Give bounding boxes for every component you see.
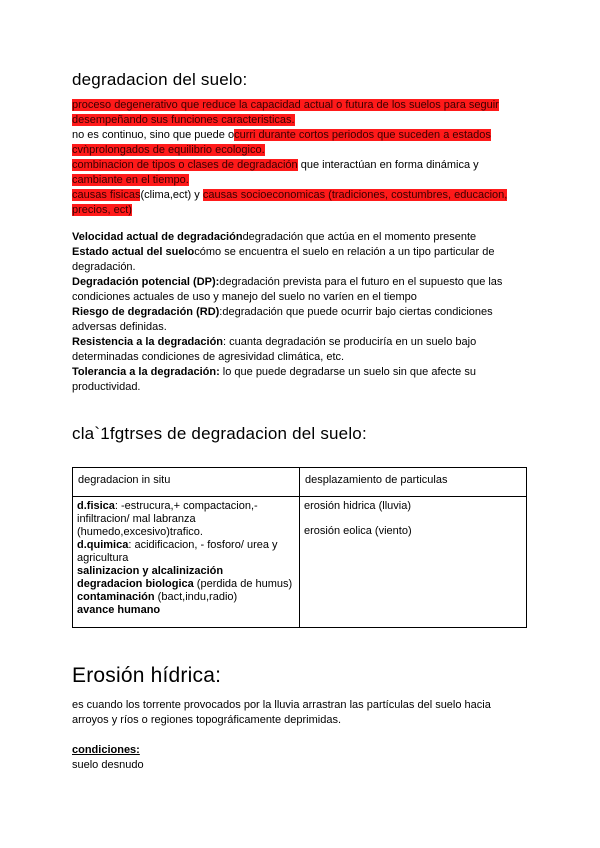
item-avance xyxy=(77,604,295,617)
item-quimica xyxy=(77,539,295,565)
definition-term: Tolerancia a la degradación: xyxy=(72,366,220,378)
highlight-changing: cambiante en el tiempo. xyxy=(72,174,189,186)
term-contaminacion: contaminación xyxy=(77,591,155,603)
definition-term: Riesgo de degradación (RD) xyxy=(72,306,220,318)
item-erosion-eolica: erosión eolica (viento) xyxy=(304,525,412,537)
item-biologica xyxy=(77,578,295,591)
paragraph-combination xyxy=(72,158,528,188)
section-title-erosion-hidrica: Erosión hídrica: xyxy=(72,664,222,687)
table-header-in-situ: degradacion in situ xyxy=(73,468,300,497)
definition-text: degradación que actúa en el momento presente xyxy=(242,231,477,243)
text-biologica: (perdida de humus) xyxy=(193,578,293,590)
term-avance: avance humano xyxy=(77,604,161,616)
highlight-socioeconomic-causes: causas socioeconomicas (tradiciones, costumbres, educacion, precios, ect) xyxy=(72,189,508,216)
erosion-paragraph: es cuando los torrente provocados por la lluvia arrastran las partículas del suelo hacia arroyos y ríos o regiones topográficamente deprimidas. xyxy=(72,699,491,726)
table-row xyxy=(73,497,527,628)
erosion-block xyxy=(72,698,528,773)
definition-item xyxy=(72,365,528,395)
definition-item xyxy=(72,275,528,305)
item-erosion-hidrica: erosión hidrica (lluvia) xyxy=(304,500,411,512)
term-quimica: d.quimica xyxy=(77,539,129,551)
paragraph-continuity xyxy=(72,128,528,158)
definition-term: Degradación potencial (DP): xyxy=(72,276,220,288)
degradation-classes-table xyxy=(72,467,527,628)
text-quimica: : acidificacion, - fosforo/ urea y agricultura xyxy=(77,539,278,564)
definition-item xyxy=(72,230,528,245)
highlight-combination: ombinacion de tipos o clases de degradación xyxy=(77,159,298,171)
text-continuity-start: no es continuo, sino que puede o xyxy=(72,129,235,141)
highlight-physical-causes: causas fisicas xyxy=(72,189,141,201)
definition-item xyxy=(72,335,528,365)
section-title-degradacion: degradacion del suelo: xyxy=(72,70,248,89)
intro-block xyxy=(72,98,528,218)
text-causes: (clima,ect) y xyxy=(140,189,203,201)
definition-text: cómo se encuentra el suelo en relación a un tipo particular de degradación. xyxy=(72,246,495,273)
highlight-c: c xyxy=(72,159,78,171)
term-fisica: d.fisica xyxy=(77,500,115,512)
definition-text: degradación prevista para el futuro en el supuesto que las condiciones actuales de uso y manejo del suelo no varíen en el tiempo xyxy=(72,276,503,303)
highlight-definition: proceso degenerativo que reduce la capacidad actual o futura de los suelos para seguir desempeñando sus funciones caracteristicas. xyxy=(72,99,499,126)
table-header-row xyxy=(73,468,527,497)
item-fisica xyxy=(77,500,295,539)
definition-text: lo que puede degradarse un suelo sin que afecte su productividad. xyxy=(72,366,476,393)
definition-text: : cuanta degradación se produciría en un suelo bajo determinadas condiciones de agresividad climática, etc. xyxy=(72,336,477,363)
definitions-block xyxy=(72,230,528,395)
definition-term: Velocidad actual de degradación xyxy=(72,231,243,243)
definition-term: Resistencia a la degradación xyxy=(72,336,224,348)
highlight-continuity: curri durante cortos periodos que suceden a estados cvǹprolongados de equilibrio ecologico. xyxy=(72,129,491,156)
conditions-label: condiciones: xyxy=(72,744,140,756)
term-biologica: degradacion biologica xyxy=(77,578,194,590)
definition-item xyxy=(72,245,528,275)
text-fisica: : -estrucura,+ compactacion,-infiltracion/ mal labranza (humedo,excesivo)trafico. xyxy=(77,500,258,538)
table-header-displacement: desplazamiento de particulas xyxy=(300,468,527,497)
conditions-label-line xyxy=(72,743,528,758)
definition-item xyxy=(72,305,528,335)
table-cell-in-situ xyxy=(73,497,300,628)
item-contaminacion xyxy=(77,591,295,604)
table-cell-displacement xyxy=(300,497,527,628)
text-combination: que interactúan en forma dinámica y xyxy=(297,159,479,171)
term-salinizacion: salinizacion y alcalinización xyxy=(77,565,224,577)
definition-term: Estado actual del suelo xyxy=(72,246,195,258)
definition-text: :degradación que puede ocurrir bajo ciertas condiciones adversas definidas. xyxy=(72,306,493,333)
paragraph-causes xyxy=(72,188,528,218)
text-contaminacion: (bact,indu,radio) xyxy=(154,591,238,603)
section-title-classes: cla`1fgtrses de degradacion del suelo: xyxy=(72,424,367,443)
condition-item: suelo desnudo xyxy=(72,759,144,771)
item-salinizacion xyxy=(77,565,295,578)
paragraph-definition xyxy=(72,98,528,128)
